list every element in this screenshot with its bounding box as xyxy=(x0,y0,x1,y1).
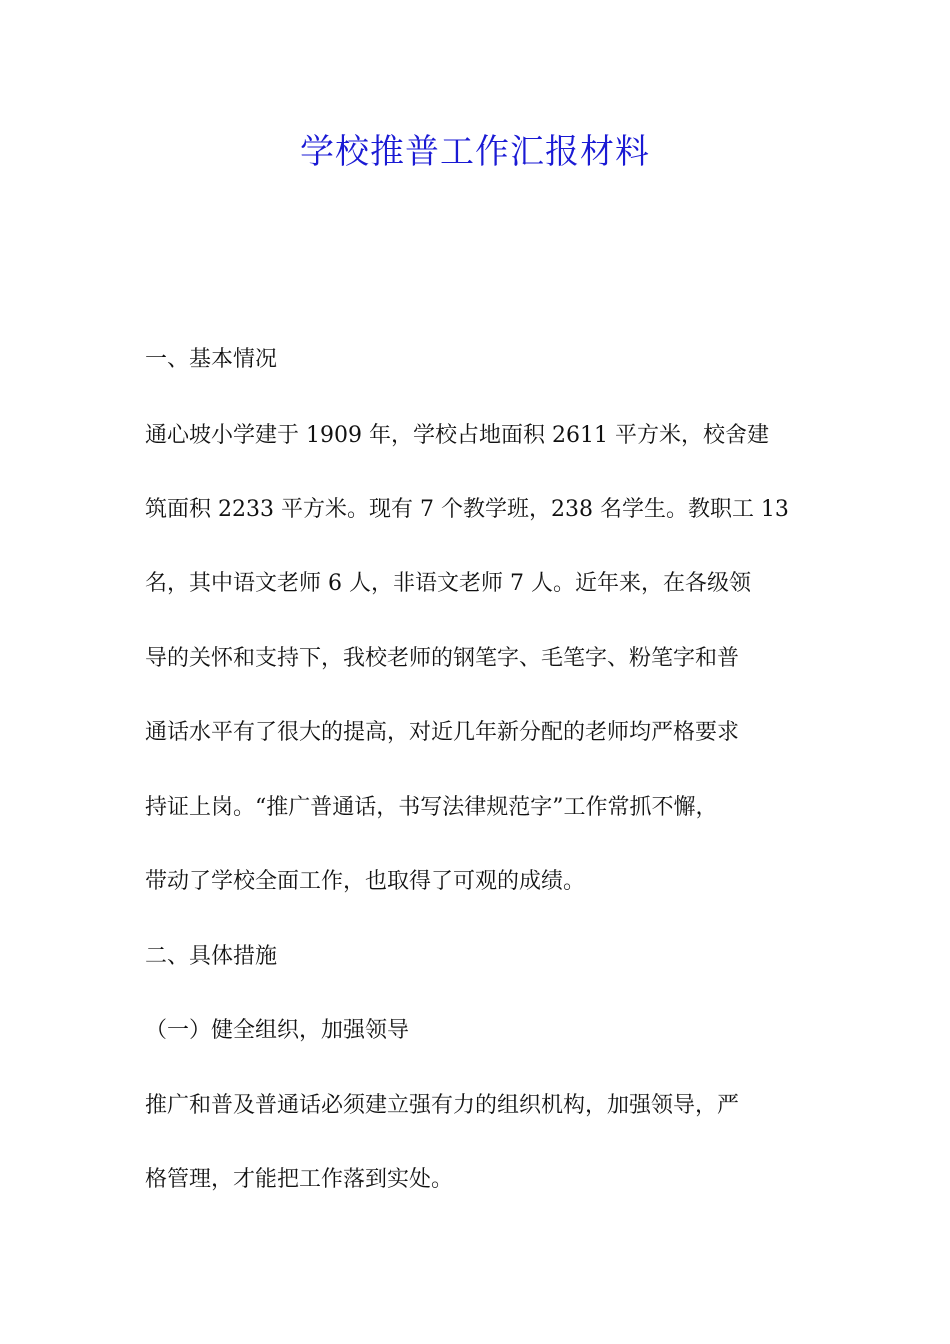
subsection-heading-organization: （一）健全组织，加强领导 xyxy=(145,1018,410,1043)
paragraph-line: 通话水平有了很大的提高，对近几年新分配的老师均严格要求 xyxy=(145,720,740,745)
paragraph-line: 格管理，才能把工作落到实处。 xyxy=(145,1167,454,1192)
paragraph-line: 持证上岗。“推广普通话，书写法律规范字”工作常抓不懈， xyxy=(145,795,718,820)
paragraph-line: 导的关怀和支持下，我校老师的钢笔字、毛笔字、粉笔字和普 xyxy=(145,646,740,671)
section-heading-measures: 二、具体措施 xyxy=(145,944,278,969)
section-heading-basic-info: 一、基本情况 xyxy=(145,347,278,372)
paragraph-line: 推广和普及普通话必须建立强有力的组织机构，加强领导，严 xyxy=(145,1093,740,1118)
paragraph-line: 通心坡小学建于 1909 年，学校占地面积 2611 平方米，校舍建 xyxy=(145,423,769,448)
paragraph-line: 名，其中语文老师 6 人，非语文老师 7 人。近年来，在各级领 xyxy=(145,571,751,596)
paragraph-line: 带动了学校全面工作，也取得了可观的成绩。 xyxy=(145,869,586,894)
paragraph-line: 筑面积 2233 平方米。现有 7 个教学班，238 名学生。教职工 13 xyxy=(145,497,789,522)
document-title: 学校推普工作汇报材料 xyxy=(300,132,650,172)
